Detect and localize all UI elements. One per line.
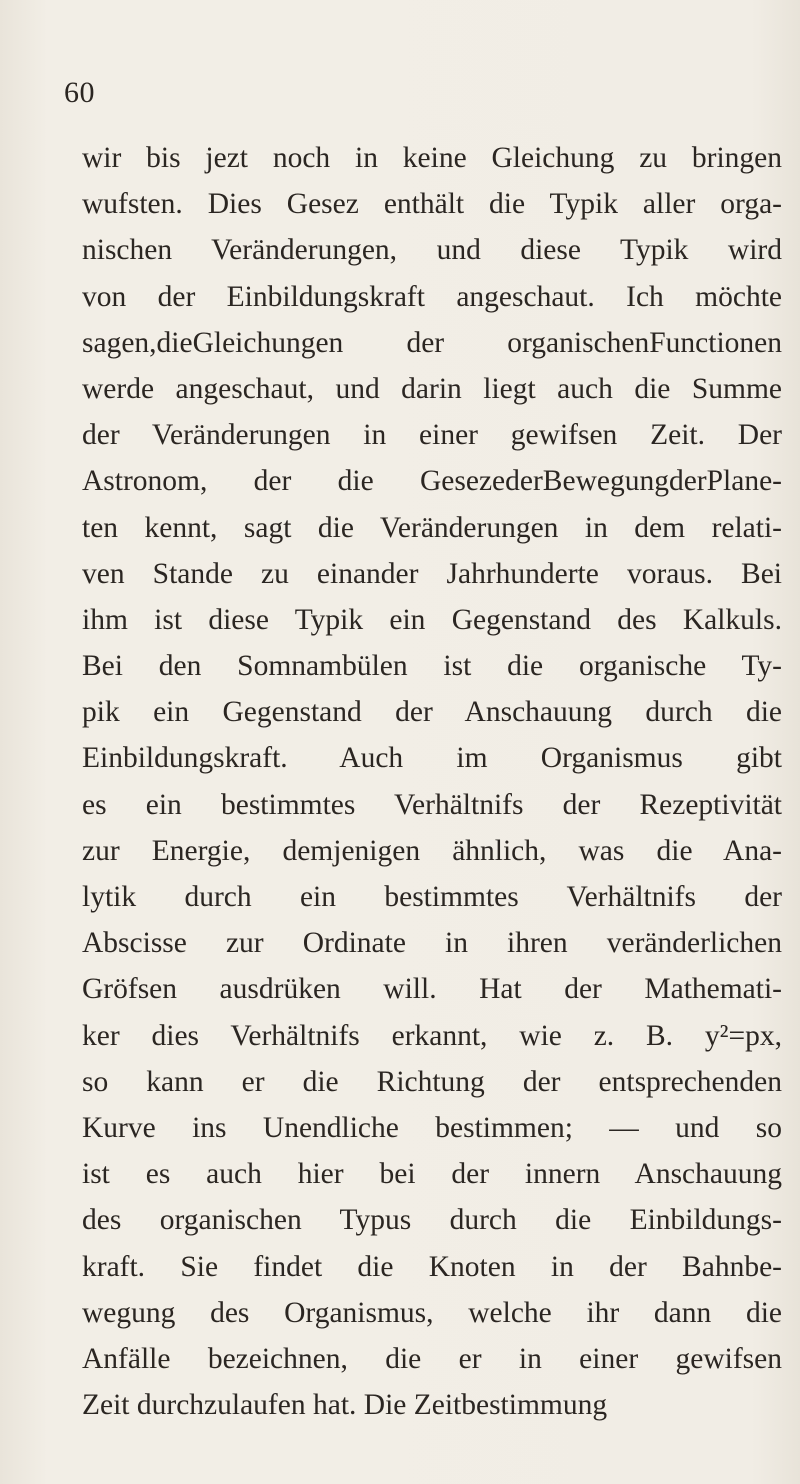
text-line: Astronom, der die GesezederBewegungderPlane- [82, 465, 782, 498]
text-line: nischen Veränderungen, und diese Typik wird [82, 234, 782, 267]
text-line: Kurve ins Unendliche bestimmen; — und so [82, 1111, 782, 1144]
text-line: Abscisse zur Ordinate in ihren veränderlichen [82, 927, 782, 960]
body-text [82, 135, 782, 1428]
text-line: ist es auch hier bei der innern Anschauung [82, 1158, 782, 1191]
text-line: der Veränderungen in einer gewifsen Zeit. Der [82, 419, 782, 452]
text-line: Bei den Somnambülen ist die organische Ty- [82, 650, 782, 683]
text-line: ven Stande zu einander Jahrhunderte voraus. Bei [82, 557, 782, 590]
text-line: es ein bestimmtes Verhältnifs der Rezeptivität [82, 788, 782, 821]
text-line: wir bis jezt noch in keine Gleichung zu bringen [82, 142, 782, 174]
text-line: wegung des Organismus, welche ihr dann die [82, 1296, 782, 1329]
text-line: wufsten. Dies Gesez enthält die Typik aller orga- [82, 188, 782, 221]
text-line: Einbildungskraft. Auch im Organismus gibt [82, 742, 782, 775]
page-number: 60 [64, 76, 95, 109]
text-line: des organischen Typus durch die Einbildungs- [82, 1204, 782, 1237]
text-line: ten kennt, sagt die Veränderungen in dem relati- [82, 511, 782, 544]
text-line: ihm ist diese Typik ein Gegenstand des Kalkuls. [82, 603, 782, 636]
text-line: so kann er die Richtung der entsprechenden [82, 1065, 782, 1098]
text-line: Gröfsen ausdrüken will. Hat der Mathemati- [82, 973, 782, 1006]
text-line: werde angeschaut, und darin liegt auch die Summe [82, 372, 782, 405]
text-line: Anfälle bezeichnen, die er in einer gewifsen [82, 1342, 782, 1375]
text-line: ker dies Verhältnifs erkannt, wie z. B. y²=px, [82, 1019, 782, 1052]
text-line: lytik durch ein bestimmtes Verhältnifs der [82, 881, 782, 913]
text-line: kraft. Sie findet die Knoten in der Bahnbe- [82, 1250, 782, 1283]
text-line: sagen,dieGleichungen der organischenFunctionen [82, 326, 782, 359]
text-line: Zeit durchzulaufen hat. Die Zeitbestimmung [82, 1389, 608, 1422]
text-line: zur Energie, demjenigen ähnlich, was die Ana- [82, 834, 782, 867]
text-line: von der Einbildungskraft angeschaut. Ich möchte [82, 280, 782, 313]
text-line: pik ein Gegenstand der Anschauung durch die [82, 696, 782, 729]
